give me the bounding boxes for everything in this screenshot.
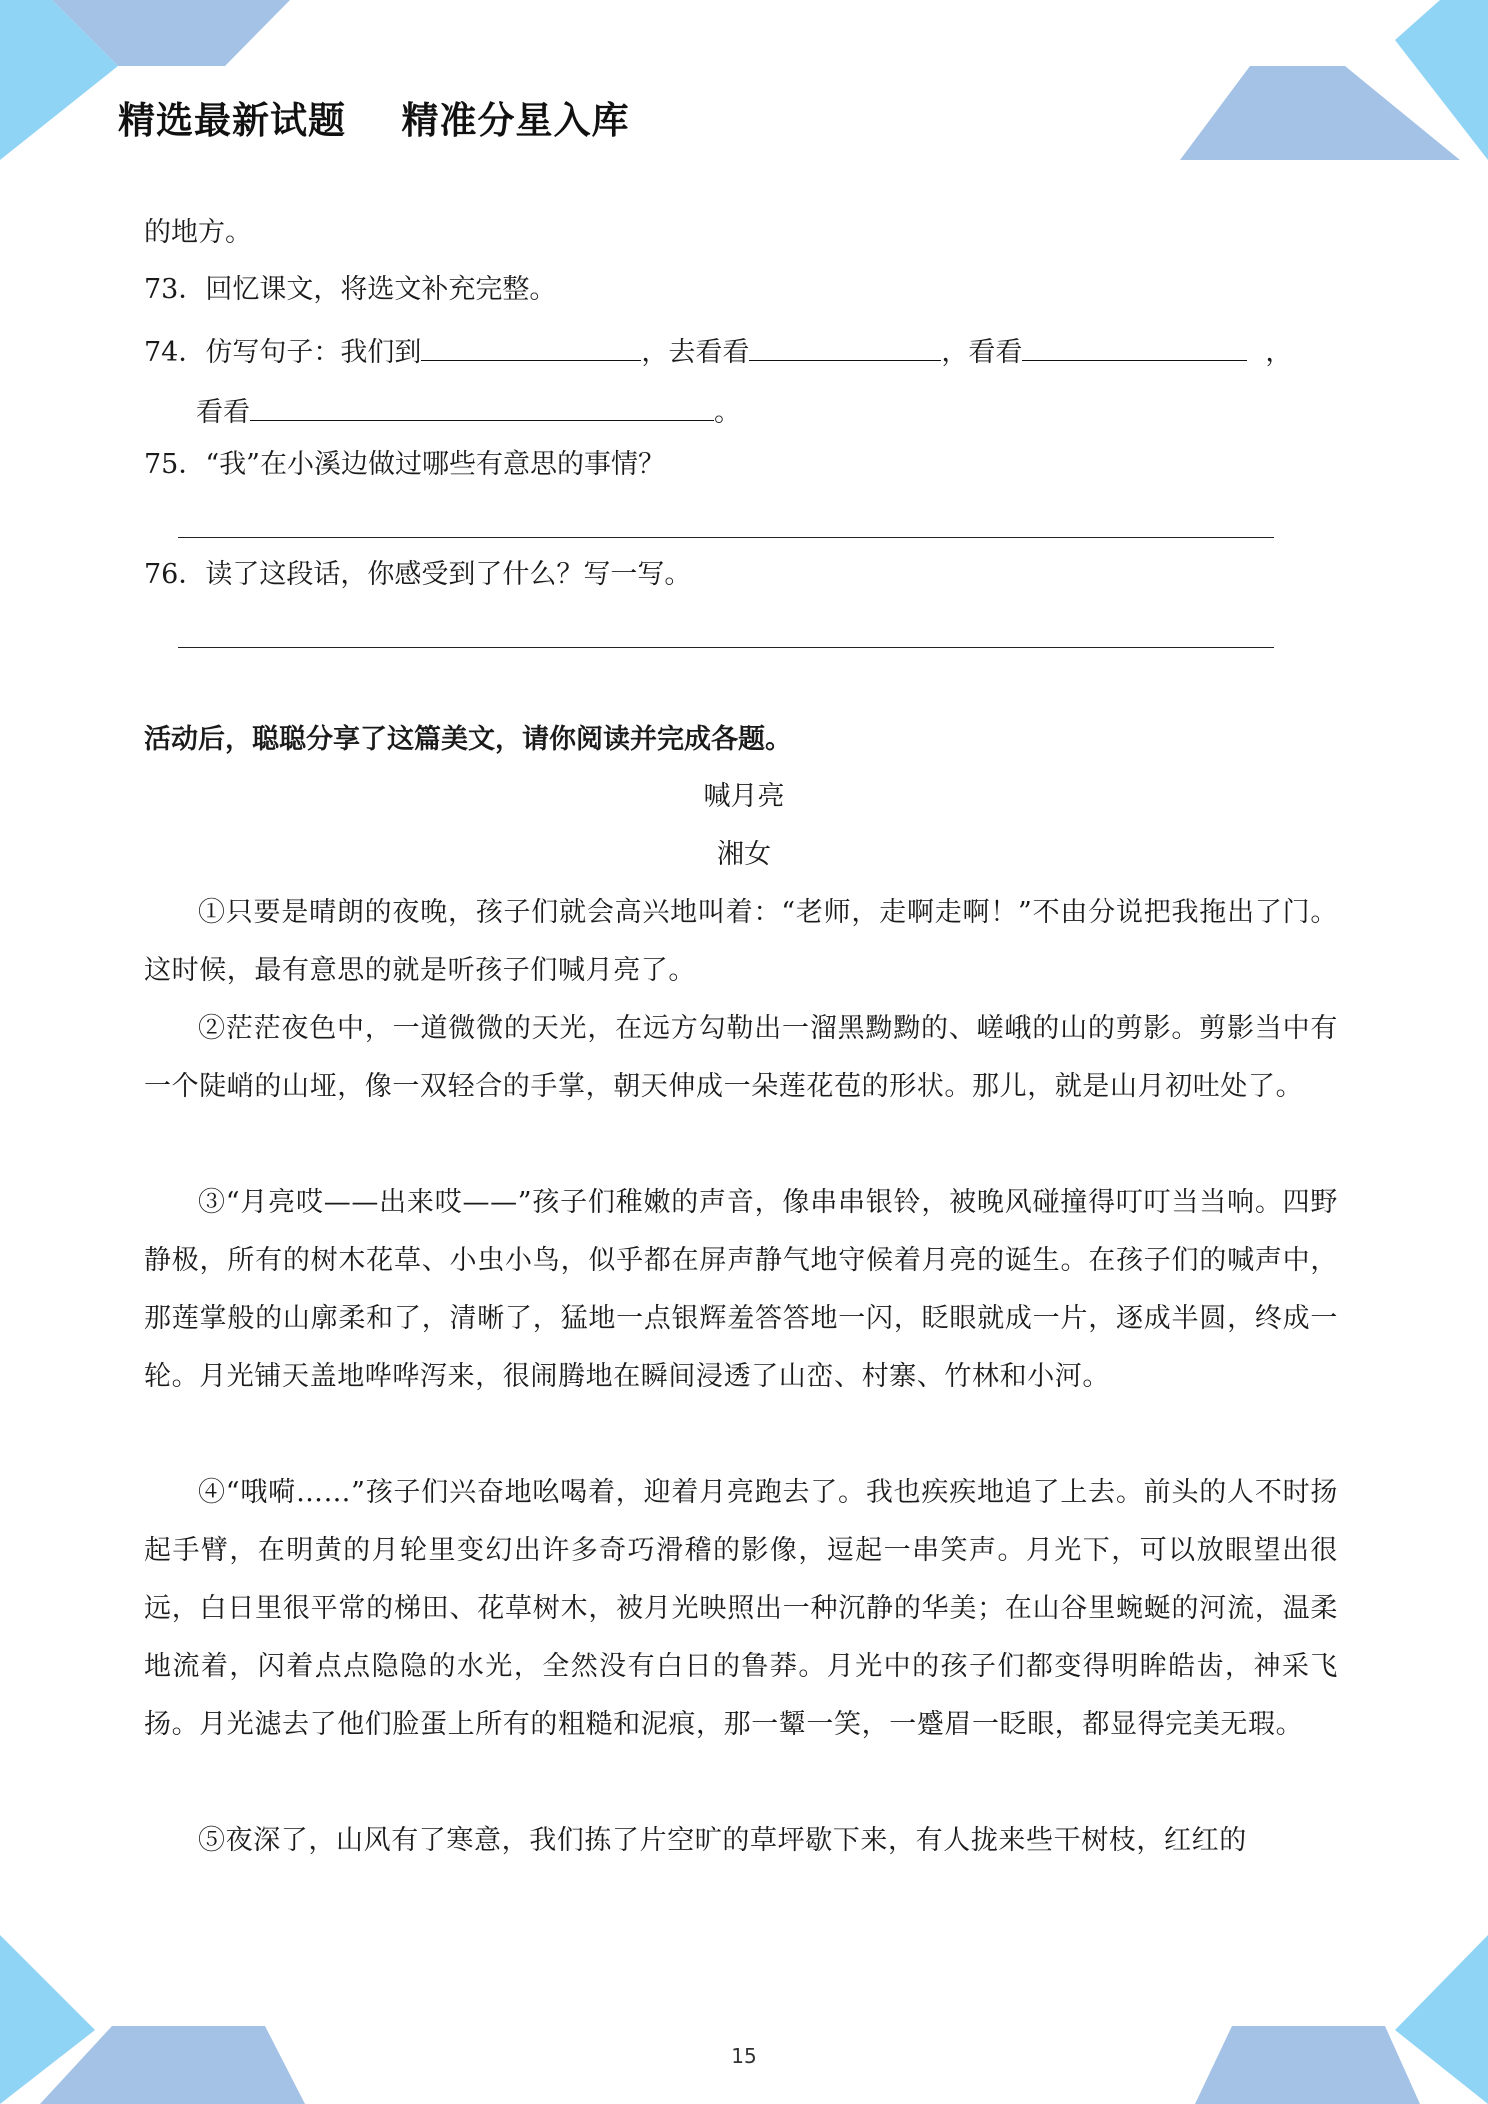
article-paragraph-3: ③“月亮哎——出来哎——”孩子们稚嫩的声音，像串串银铃，被晚风碰撞得叮叮当当响。四野静极，所有的树木花草、小虫小鸟，似乎都在屏声静气地守候着月亮的诞生。在孩子们的喊声中，那莲掌般的山廓柔和了，清晰了，猛地一点银辉羞答答地一闪，眨眼就成一片，逐成半圆，终成一轮。月光铺天盖地哗哗泻来，很闹腾地在瞬间浸透了山峦、村寨、竹林和小河。 (144, 1187, 1338, 1392)
question-75: 75．“我”在小溪边做过哪些有意思的事情？ (144, 449, 665, 480)
question-76: 76．读了这段话，你感受到了什么？写一写。 (144, 559, 692, 590)
answer-line-75[interactable] (178, 537, 1274, 538)
article-paragraph-2: ②茫茫夜色中，一道微微的天光，在远方勾勒出一溜黑黝黝的、嵯峨的山的剪影。剪影当中有一个陡峭的山垭，像一双轻合的手掌，朝天伸成一朵莲花苞的形状。那儿，就是山月初吐处了。 (144, 1013, 1338, 1102)
question-74-line2-prefix: 看看 (196, 397, 250, 428)
page-number: 15 (731, 2044, 757, 2068)
section-heading: 活动后，聪聪分享了这篇美文，请你阅读并完成各题。 (144, 724, 792, 755)
question-74-line2-end: 。 (714, 397, 741, 428)
fill-blank-1[interactable] (421, 330, 641, 361)
article-paragraph-4: ④“哦嗬……”孩子们兴奋地吆喝着，迎着月亮跑去了。我也疾疾地追了上去。前头的人不时扬起手臂，在明黄的月轮里变幻出许多奇巧滑稽的影像，逗起一串笑声。月光下，可以放眼望出很远，白日里很平常的梯田、花草树木，被月光映照出一种沉静的华美；在山谷里蜿蜒的河流，温柔地流着，闪着点点隐隐的水光，全然没有白日的鲁莽。月光中的孩子们都变得明眸皓齿，神采飞扬。月光滤去了他们脸蛋上所有的粗糙和泥痕，那一颦一笑，一蹙眉一眨眼，都显得完美无瑕。 (144, 1477, 1338, 1740)
question-74-mid1: ，去看看 (641, 337, 750, 368)
fill-blank-2[interactable] (749, 330, 941, 361)
article-title: 喊月亮 (703, 781, 785, 812)
question-74 (144, 330, 1292, 373)
intro-line: 的地方。 (144, 217, 252, 248)
question-74-end1: ， (1265, 337, 1293, 368)
article-paragraph-1: ①只要是晴朗的夜晚，孩子们就会高兴地叫着：“老师，走啊走啊！”不由分说把我拖出了门。这时候，最有意思的就是听孩子们喊月亮了。 (144, 897, 1338, 986)
question-74-mid2: ，看看 (941, 337, 1023, 368)
article-paragraph-5: ⑤夜深了，山风有了寒意，我们拣了片空旷的草坪歇下来，有人拢来些干树枝，红红的 (198, 1825, 1247, 1856)
header-title: 精选最新试题 精准分星入库 (118, 99, 630, 142)
fill-blank-3[interactable] (1022, 330, 1247, 361)
question-74-prefix: 74．仿写句子：我们到 (144, 337, 422, 368)
fill-blank-4[interactable] (250, 390, 714, 421)
article-author: 湘女 (717, 839, 771, 870)
answer-line-76[interactable] (178, 647, 1274, 648)
question-74-line2 (196, 390, 741, 433)
question-73: 73．回忆课文，将选文补充完整。 (144, 274, 557, 305)
